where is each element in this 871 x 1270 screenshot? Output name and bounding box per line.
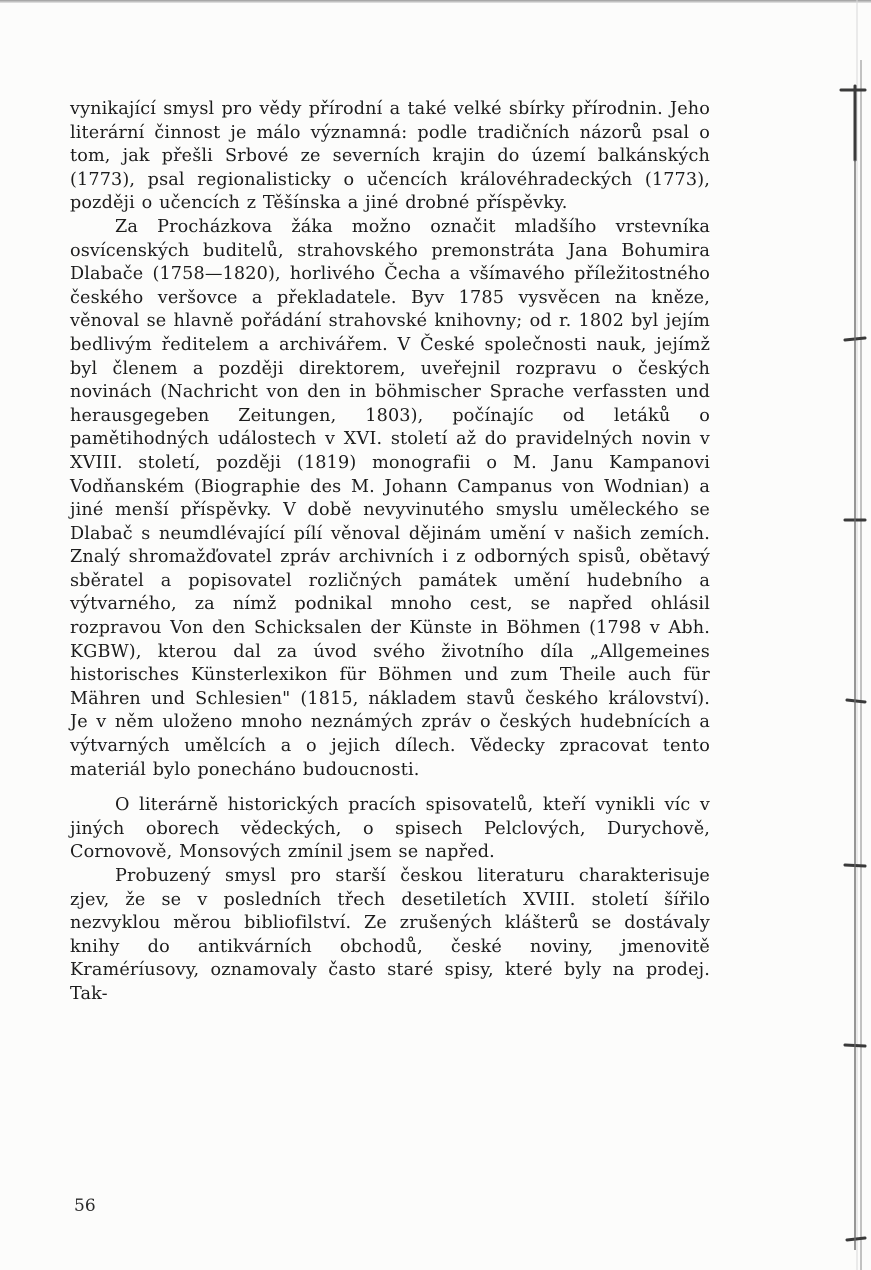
paragraph-4: Probuzený smysl pro starší českou literaturu charakterisuje zjev, že se v posledních třech desetiletích XVIII. století šířilo nezvyklou měrou bibliofilství. Ze zrušených klášterů se dostávaly knihy do antikvárních obchodů, české noviny, jmenovitě Kraméríusovy, oznamovaly často staré spisy, které byly na prodej. Tak- (70, 866, 710, 1004)
paragraph-3: O literárně historických pracích spisovatelů, kteří vynikli víc v jiných oborech vědeckých, o spisech Pelclových, Durychově, Cornovově, Monsových zmínil jsem se napřed. (70, 795, 710, 863)
body-text (70, 98, 710, 1007)
spiral-binding-icon (835, 0, 871, 1270)
page-top-edge (0, 0, 871, 3)
page-number: 56 (74, 1196, 96, 1216)
paragraph-1: vynikající smysl pro vědy přírodní a také velké sbírky přírodnin. Jeho literární činnost je málo významná: podle tradičních názorů psal o tom, jak přešli Srbové ze severních krajin do území balkánských (1773), psal regionalisticky o učencích královéhradeckých (1773), později o učencích z Těšínska a jiné drobné příspěvky. (70, 99, 710, 214)
paragraph-2: Za Procházkova žáka možno označit mladšího vrstevníka osvícenských buditelů, strahovského premonstráta Jana Bohumira Dlabače (1758—1820), horlivého Čecha a všímavého příležitostného českého veršovce a překladatele. Byv 1785 vysvěcen na kněze, věnoval se hlavně pořádání strahovské knihovny; od r. 1802 byl jejím bedlivým ředitelem a archivářem. V České společnosti nauk, jejímž byl členem a později direktorem, uveřejnil rozpravu o českých novinách (Nachricht von den in böhmischer Sprache verfassten und herausgegeben Zeitungen, 1803), počínajíc od letáků o pamětihodných událostech v XVI. století až do pravidelných novin v XVIII. století, později (1819) monografii o M. Janu Kampanovi Vodňanském (Biographie des M. Johann Campanus von Wodnian) a jiné menší příspěvky. V době nevyvinutého smyslu uměleckého se Dlabač s neumdlévající pílí věnoval dějinám umění v našich zemích. Znalý shromažďovatel zpráv archivních i z odborných spisů, obětavý sběratel a popisovatel rozličných památek umění hudebního a výtvarného, za nímž podnikal mnoho cest, se napřed ohlásil rozpravou Von den Schicksalen der Künste in Böhmen (1798 v Abh. KGBW), kterou dal za úvod svého životního díla „Allgemeines historisches Künsterlexikon für Böhmen und zum Theile auch für Mähren und Schlesien" (1815, nákladem stavů českého království). Je v něm uloženo mnoho neznámých zpráv o českých hudebnících a výtvarných umělcích a o jejich dílech. Vědecky zpracovat tento materiál bylo ponecháno budoucnosti. (70, 216, 710, 780)
